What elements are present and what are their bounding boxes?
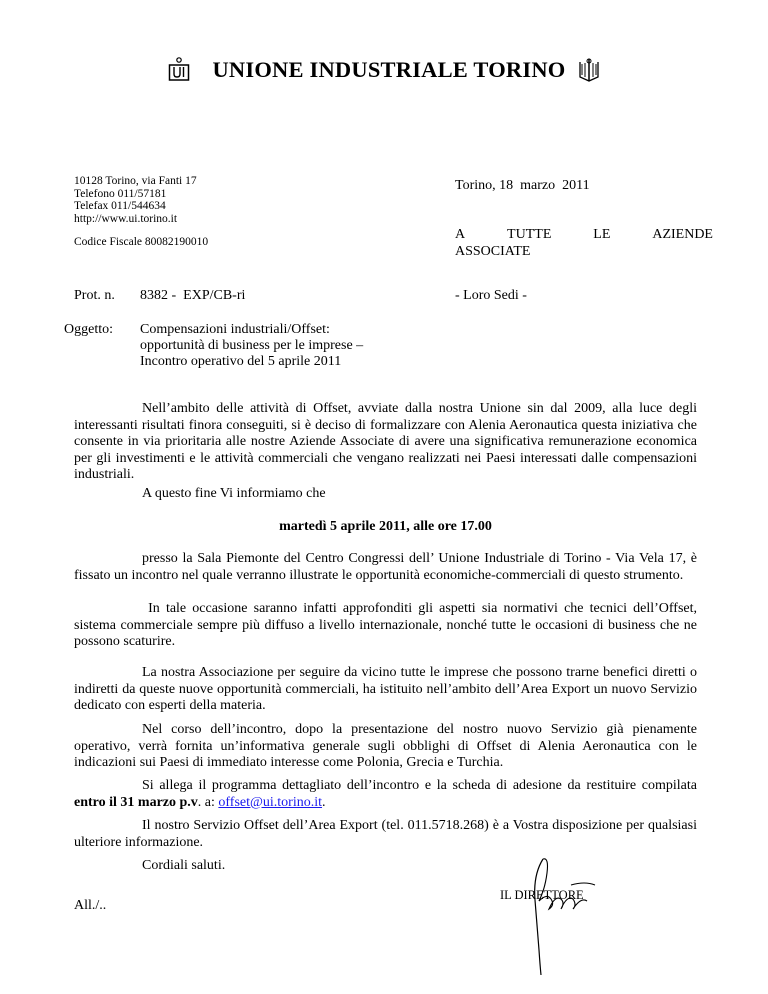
signatory-title: IL DIRETTORE	[500, 888, 584, 902]
deadline-text: entro il 31 marzo p.v	[74, 794, 198, 810]
protocol-number: 8382 - EXP/CB-ri	[140, 288, 246, 303]
paragraph-text: Nell’ambito delle attività di Offset, avviate dalla nostra Unione sin dal 2009, alla luce degli interessanti risultati finora conseguiti, si è deciso di formalizzare con Alenia Aeronautica questa iniziativa che consente in via prioritaria alle nostre Aziende Associate di avere una significativa remunerazione economica per gli investimenti e le attività commerciali che vengano realizzati nei Paesi interessati dalle compensazioni industriali.	[74, 401, 697, 482]
body-paragraph-8	[74, 818, 697, 851]
website-line: http://www.ui.torino.it	[74, 212, 178, 225]
body-paragraph-3	[74, 551, 697, 584]
paragraph-text: Cordiali saluti.	[142, 858, 226, 873]
ui-monogram-icon	[168, 57, 190, 83]
confindustria-eagle-icon	[578, 57, 600, 83]
body-paragraph-2	[74, 486, 697, 503]
paragraph-text: A questo fine Vi informiamo che	[142, 486, 326, 501]
recipient-word: AZIENDE	[652, 227, 713, 242]
letter-date: Torino, 18 marzo 2011	[455, 178, 590, 193]
phone-line: Telefono 011/57181	[74, 187, 167, 200]
recipient-sedi: - Loro Sedi -	[455, 288, 527, 303]
attachments-note: All./..	[74, 898, 107, 913]
paragraph-text: Il nostro Servizio Offset dell’Area Export (tel. 011.5718.268) è a Vostra disposizione per qualsiasi ulteriore informazione.	[74, 818, 697, 850]
body-paragraph-7	[74, 778, 697, 811]
paragraph-text: . a:	[197, 794, 219, 810]
subject-line: Incontro operativo del 5 aprile 2011	[140, 354, 342, 369]
body-paragraph-5	[74, 665, 697, 715]
recipient	[455, 226, 713, 260]
codice-fiscale: Codice Fiscale 80082190010	[74, 236, 209, 248]
handwritten-signature	[525, 855, 605, 980]
paragraph-text: La nostra Associazione per seguire da vicino tutte le imprese che possono trarne benefici diretti o indiretti da queste nuove opportunità commerciali, ha istituito nell’ambito dell’Area Export un nuovo Servizio dedicato con esperti della materia.	[74, 665, 697, 713]
email-link[interactable]: offset@ui.torino.it	[218, 794, 323, 810]
paragraph-text: Si allega il programma dettagliato dell’incontro e la scheda di adesione da restituire compilata	[142, 778, 697, 793]
body-paragraph-4	[74, 601, 701, 651]
recipient-word: A	[455, 227, 466, 242]
paragraph-text: presso la Sala Piemonte del Centro Congressi dell’ Unione Industriale di Torino - Via Vela 17, è fissato un incontro nel quale verranno illustrate le opportunità economiche-commerciali di questo strumento.	[74, 551, 697, 583]
recipient-word: TUTTE	[507, 227, 552, 242]
body-paragraph-1	[74, 401, 697, 484]
org-name: UNIONE INDUSTRIALE TORINO	[212, 56, 566, 82]
paragraph-text: Nel corso dell’incontro, dopo la presentazione del nostro nuovo Servizio già pienamente operativo, verrà fornita un’informativa generale sugli obblighi di Offset di Alenia Aeronautica con le indicazioni sui Paesi di immediato interesse come Polonia, Grecia e Turchia.	[74, 722, 697, 770]
fax-line: Telefax 011/544634	[74, 200, 166, 213]
event-datetime: martedì 5 aprile 2011, alle ore 17.00	[279, 519, 492, 534]
sender-address	[74, 175, 197, 225]
body-paragraph-6	[74, 722, 697, 772]
paragraph-text: In tale occasione saranno infatti approfonditi gli aspetti sia normativi che tecnici dell’Offset, sistema commerciale sempre più diffuso a livello internazionale, nonché tutte le occasioni di business che ne possono scaturire.	[74, 601, 701, 649]
subject-label: Oggetto:	[64, 322, 113, 337]
recipient-word: LE	[593, 227, 611, 242]
address-line: 10128 Torino, via Fanti 17	[74, 175, 197, 187]
subject-line: opportunità di business per le imprese –	[140, 338, 364, 353]
letterhead	[0, 55, 768, 83]
subject-text	[140, 322, 390, 370]
subject-line: Compensazioni industriali/Offset:	[140, 322, 330, 337]
paragraph-text: .	[322, 794, 326, 810]
recipient-line-2: ASSOCIATE	[455, 244, 531, 259]
protocol-label: Prot. n.	[74, 288, 115, 303]
